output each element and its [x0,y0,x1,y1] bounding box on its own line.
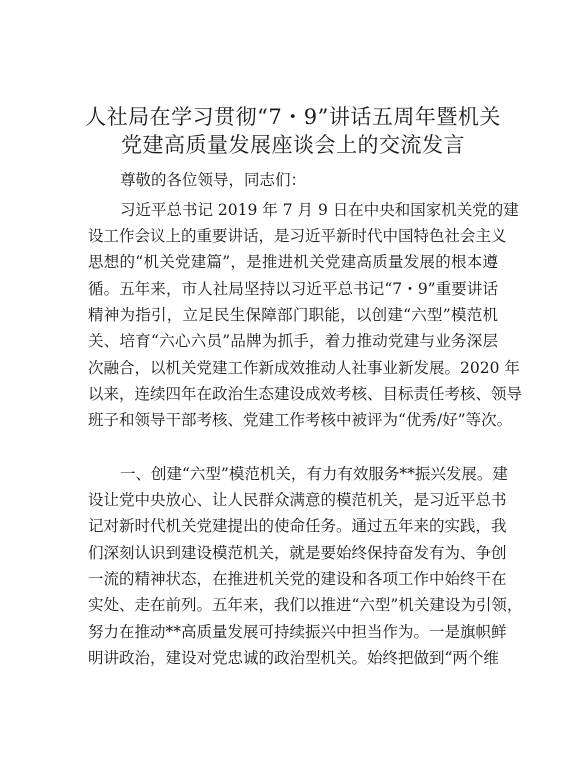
paragraph-2-line: 们深刻认识到建设模范机关，就是要始终保持奋发有为、争创 [88,544,507,562]
document-title-line-1: 人社局在学习贯彻“7・9”讲话五周年暨机关 [85,105,501,129]
paragraph-1-line: 以来，连续四年在政治生态建设成效考核、目标责任考核、领导 [88,385,523,403]
paragraph-2-line: 一、创建“六型”模范机关，有力有效服务**振兴发展。建 [120,465,508,483]
paragraph-2-line: 实处、走在前列。五年来，我们以推进“六型”机关建设为引领， [88,596,523,614]
paragraph-1-line: 思想的“机关党建篇”，是推进机关党建高质量发展的根本遵 [88,253,498,271]
document-title-line-2: 党建高质量发展座谈会上的交流发言 [121,133,465,157]
paragraph-1-line: 精神为指引，立足民生保障部门职能，以创建“六型”模范机 [88,306,498,324]
salutation: 尊敬的各位领导，同志们： [120,171,307,189]
paragraph-1-line: 习近平总书记 2019 年 7 月 9 日在中央和国家机关党的建 [120,201,519,219]
paragraph-2-line: 一流的精神状态，在推进机关党的建设和各项工作中始终干在 [88,570,507,588]
paragraph-1-line: 次融合，以机关党建工作新成效推动人社事业新发展。2020 年 [88,359,520,377]
paragraph-2-line: 记对新时代机关党建提出的使命任务。通过五年来的实践，我 [88,517,507,535]
paragraph-1-line: 循。五年来，市人社局坚持以习近平总书记“7・9”重要讲话 [88,280,498,298]
paragraph-2-line: 努力在推动**高质量发展可持续振兴中担当作为。一是旗帜鲜 [88,623,507,641]
paragraph-1-line: 设工作会议上的重要讲话，是习近平新时代中国特色社会主义 [88,227,507,245]
paragraph-2-line: 明讲政治，建设对党忠诚的政治型机关。始终把做到“两个维 [88,649,499,667]
paragraph-1-line: 关、培育“六心六员”品牌为抓手，着力推动党建与业务深层 [88,332,498,350]
paragraph-1-line: 班子和领导干部考核、党建工作考核中被评为“优秀/好”等次。 [88,411,513,429]
paragraph-2-line: 设让党中央放心、让人民群众满意的模范机关，是习近平总书 [88,491,507,509]
